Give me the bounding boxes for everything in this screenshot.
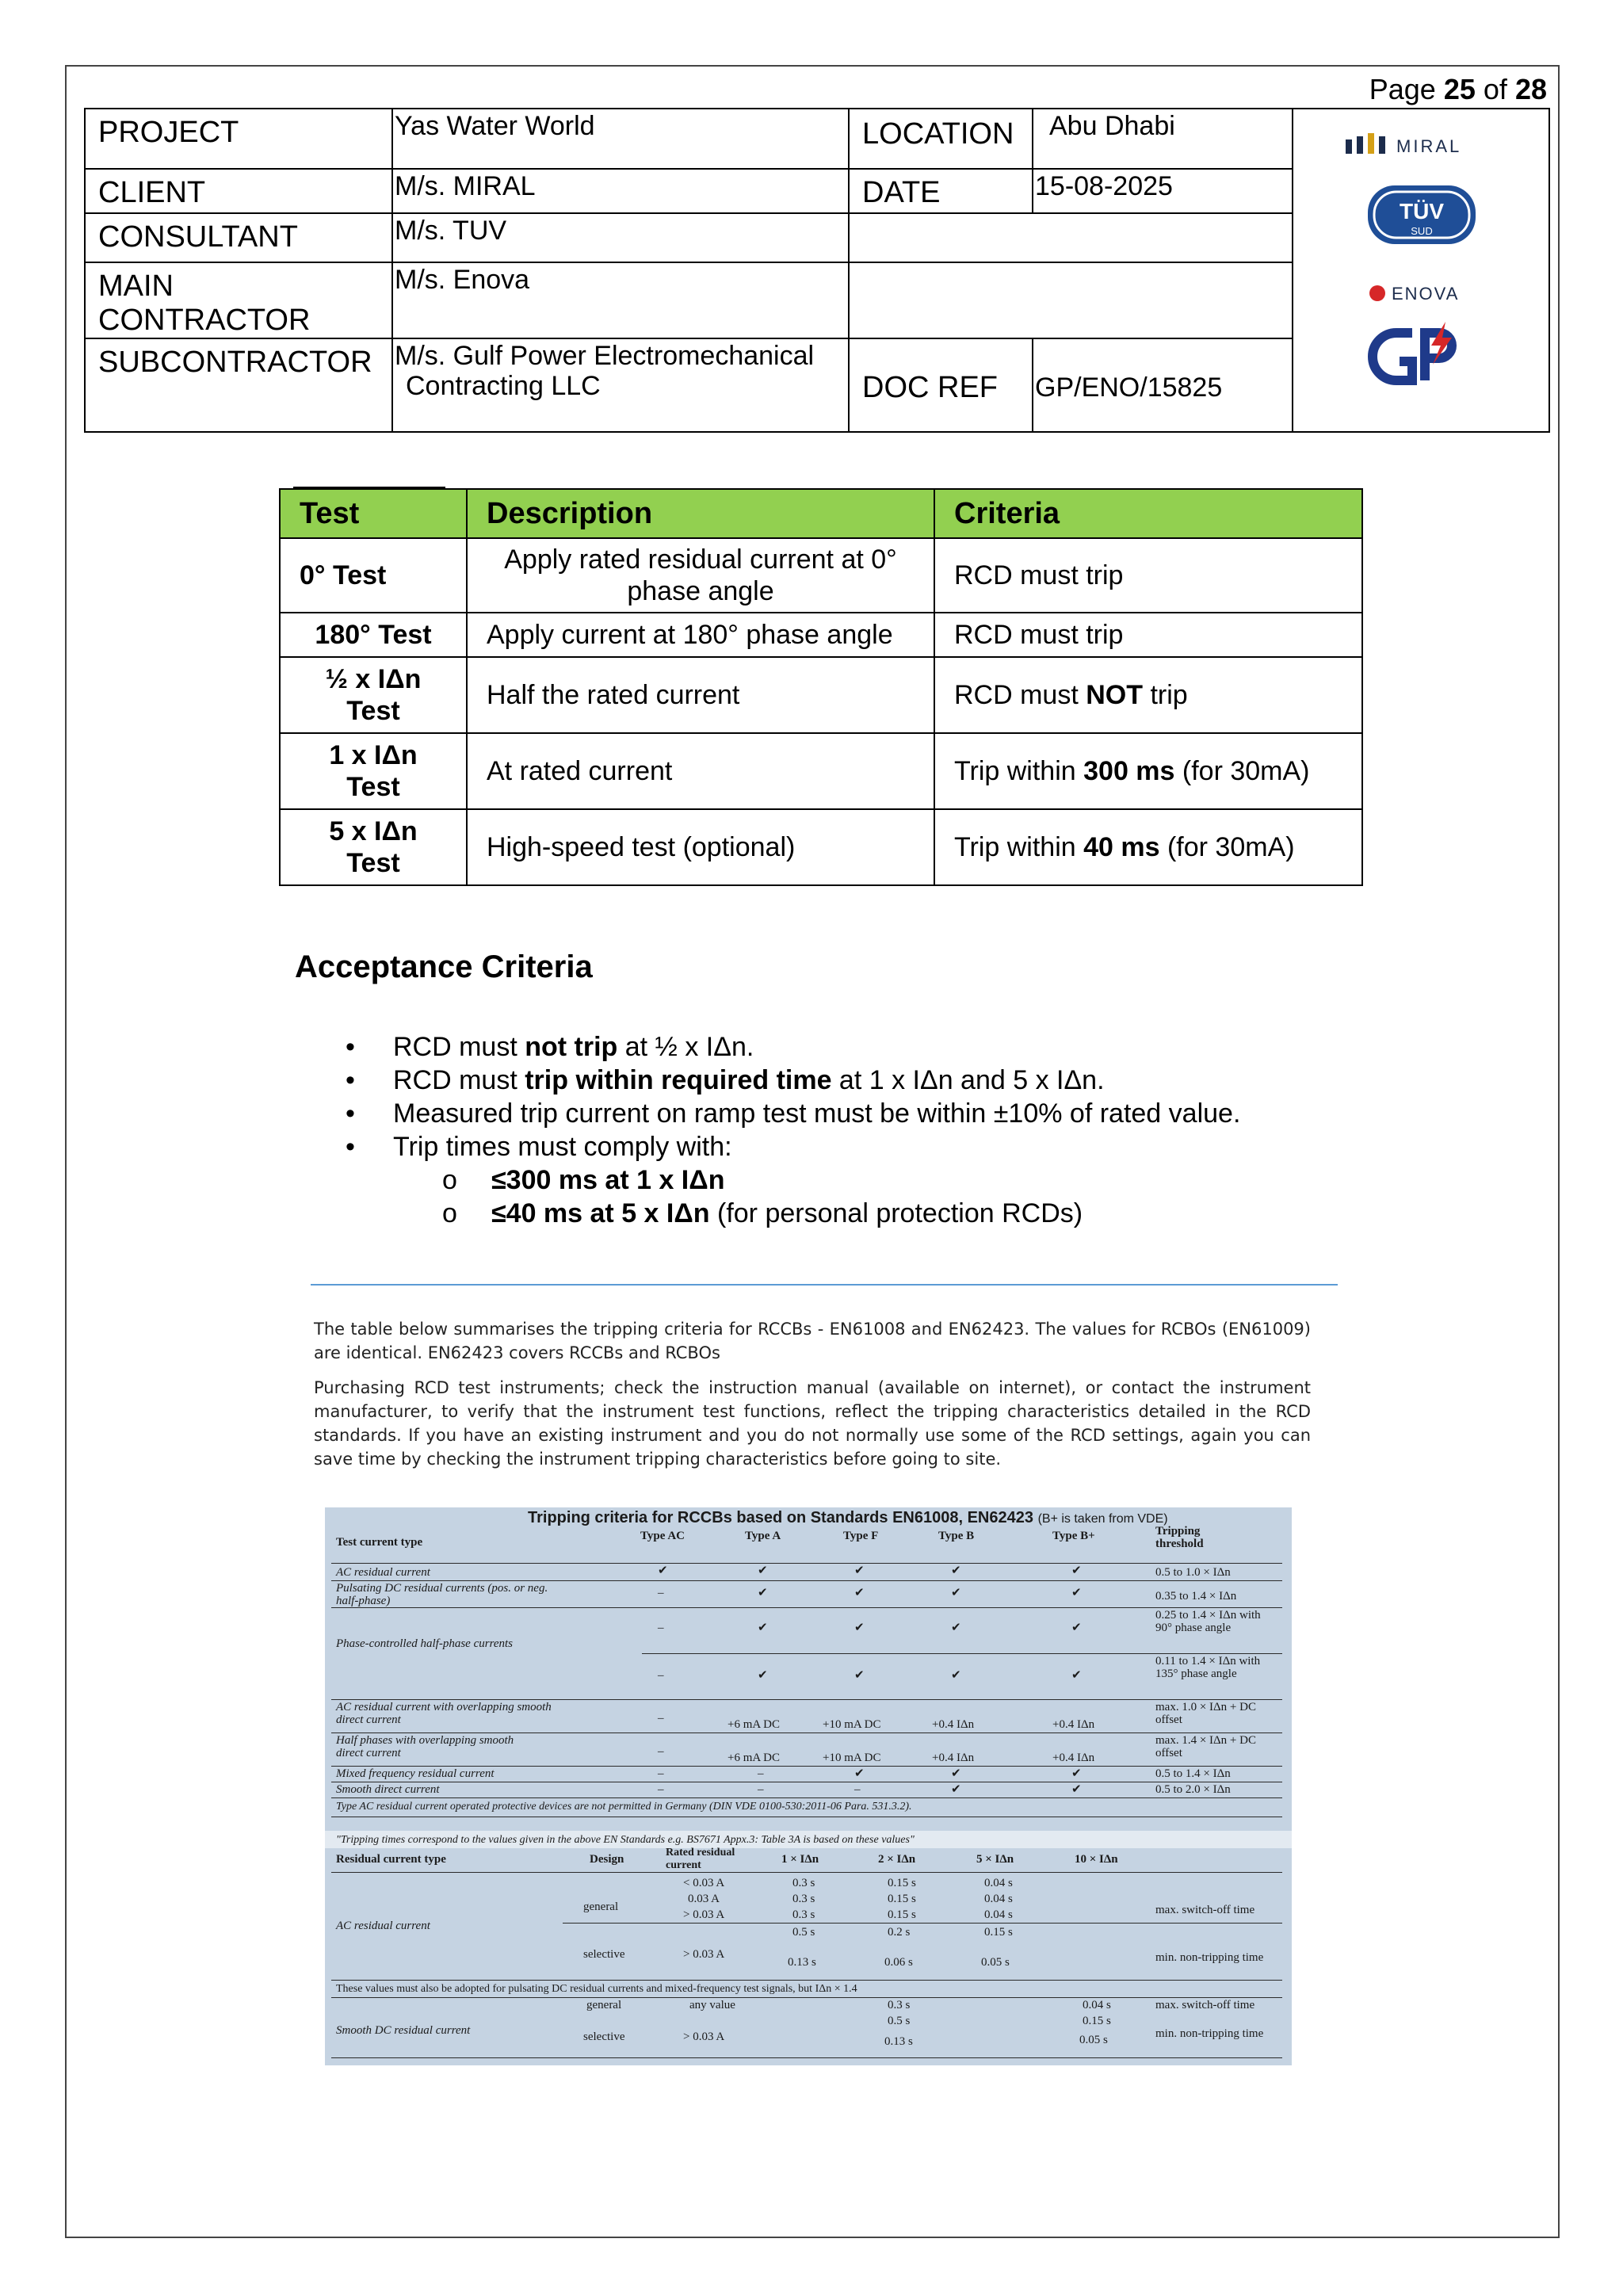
scan-mark: ✔ [658,1564,668,1577]
scan-threshold: 0.5 to 1.0 × IΔn [1155,1566,1231,1579]
scan-row-type: AC residual current [336,1920,430,1932]
test-description: Apply current at 180° phase angle [467,613,934,657]
test-name: 180° Test [280,613,467,657]
table-row [280,809,1362,885]
scan-row-type: Smooth DC residual current [336,2024,471,2037]
subcontractor-value: M/s. Gulf Power Electromechanical Contracting LLC [392,338,849,432]
scan-time: 0.15 s [888,1877,916,1889]
scan-rated: > 0.03 A [683,1948,725,1961]
scan-mark: +0.4 IΔn [932,1752,975,1764]
logo-cell [1293,109,1549,432]
scan-rule [331,1699,1282,1700]
scan-col: Rated residual current [666,1847,735,1871]
svg-text:SUD: SUD [1411,225,1433,237]
test-name: 1 x IΔn Test [280,733,467,809]
scan-mark: +0.4 IΔn [932,1718,975,1731]
scan-threshold: 0.5 to 2.0 × IΔn [1155,1783,1231,1796]
scan-mark: ✔ [854,1622,865,1634]
scan-threshold: max. 1.0 × IΔn + DC offset [1155,1701,1256,1726]
scan-rated: < 0.03 A [683,1877,725,1889]
scan-row-type: Mixed frequency residual current [336,1767,495,1780]
scan-mark: ✔ [854,1564,865,1577]
scan-time: 0.3 s [888,1999,911,2011]
page-number: Page 25 of 28 [1369,73,1547,105]
scan-remark: max. switch-off time [1155,1904,1255,1916]
scan-rated: > 0.03 A [683,2030,725,2043]
col-test: Test [280,489,467,538]
date-value: 15-08-2025 [1033,169,1293,213]
empty-cell [849,213,1293,262]
scan-time: 0.15 s [1083,2015,1111,2027]
list-item: • RCD must trip within required time at 1 x IΔn and 5 x IΔn. [346,1065,1105,1095]
scan-col: 5 × IΔn [976,1853,1014,1866]
location-label: LOCATION [849,109,1033,169]
scan-row-type: AC residual current [336,1566,430,1579]
scan-rule [331,2057,1282,2058]
scan-mark: ✔ [1071,1564,1082,1577]
scan-time: 0.06 s [884,1956,913,1969]
tripping-criteria-image [325,1507,1292,2065]
scan-mark: ✔ [854,1587,865,1599]
scan-time: 0.3 s [792,1877,815,1889]
scan-time: 0.5 s [792,1926,815,1939]
scan-time: 0.13 s [788,1956,816,1969]
scan-rule [331,1607,1282,1608]
scan-col: 10 × IΔn [1075,1853,1118,1866]
scan-mark: +0.4 IΔn [1052,1718,1095,1731]
test-description: Apply rated residual current at 0° phase angle [467,538,934,613]
client-label: CLIENT [85,169,392,213]
test-criteria: Trip within 300 ms (for 30mA) [934,733,1362,809]
scan-mark: ✔ [758,1622,768,1634]
scan-rated: > 0.03 A [683,1908,725,1921]
scan-mark: – [658,1712,664,1725]
excerpt-paragraph-1: The table below summarises the tripping criteria for RCCBs - EN61008 and EN62423. The values for RCBOs (EN61009) are identical. EN62423 covers RCCBs and RCBOs [314,1320,1311,1362]
scan-design: selective [583,1948,625,1961]
scan-mark: – [658,1783,664,1796]
scan-time: 0.04 s [1083,1999,1111,2011]
test-name: 0° Test [280,538,467,613]
scan-title: Tripping criteria for RCCBs based on Standards EN61008, EN62423 (B+ is taken from VDE) [528,1509,1168,1526]
scan-mark: – [758,1783,764,1796]
project-value: Yas Water World [392,109,849,169]
test-criteria: RCD must trip [934,538,1362,613]
scan-time: 0.15 s [984,1926,1013,1939]
scan-mark: ✔ [1071,1622,1082,1634]
tuv-logo [1368,185,1476,244]
client-value: M/s. MIRAL [392,169,849,213]
scan-remark: min. non-tripping time [1155,2027,1264,2040]
test-criteria: RCD must NOT trip [934,657,1362,733]
scan-note: These values must also be adopted for pulsating DC residual currents and mixed-frequency test signals, but IΔn × 1.4 [336,1983,857,1995]
scan-mark: ✔ [951,1587,961,1599]
main-contractor-label: MAIN CONTRACTOR [85,262,392,338]
scan-col: Residual current type [336,1853,446,1866]
scan-rule [331,1997,1282,1998]
scan-mark: – [658,1587,664,1599]
scan-mark: ✔ [951,1669,961,1682]
test-description: Half the rated current [467,657,934,733]
scan-col: Type B+ [1052,1530,1095,1542]
acceptance-title: Acceptance Criteria [295,949,593,984]
test-description: At rated current [467,733,934,809]
enova-logo [1369,284,1459,304]
scan-mark: ✔ [951,1767,961,1780]
scan-mark: ✔ [1071,1767,1082,1780]
col-criteria: Criteria [934,489,1362,538]
scan-mark: +0.4 IΔn [1052,1752,1095,1764]
docref-value: GP/ENO/15825 [1033,338,1293,432]
rcd-test-table [279,488,1363,886]
scan-mark: ✔ [951,1564,961,1577]
scan-time: 0.3 s [792,1908,815,1921]
test-description: High-speed test (optional) [467,809,934,885]
sub-list-item: o ≤40 ms at 5 x IΔn (for personal protection RCDs) [442,1198,1083,1228]
empty-cell [849,262,1293,338]
scan-mark: ✔ [951,1622,961,1634]
scan-mark: ✔ [758,1564,768,1577]
scan-row-type: Pulsating DC residual currents (pos. or neg. half-phase) [336,1582,548,1607]
scan-mark: – [658,1767,664,1780]
scan-threshold: 0.35 to 1.4 × IΔn [1155,1590,1237,1603]
scan-mark: ✔ [854,1767,865,1780]
scan-time: 0.05 s [1079,2034,1108,2046]
scan-time: 0.3 s [792,1893,815,1905]
docref-label: DOC REF [849,338,1033,432]
scan-mark: – [758,1767,764,1780]
scan-mark: ✔ [1071,1587,1082,1599]
scan-threshold: 0.11 to 1.4 × IΔn with 135° phase angle [1155,1655,1261,1680]
scan-time: 0.2 s [888,1926,911,1939]
subcontractor-label: SUBCONTRACTOR [85,338,392,432]
scan-mark: ✔ [758,1669,768,1682]
col-description: Description [467,489,934,538]
scan-rule [331,1980,1282,1981]
project-label: PROJECT [85,109,392,169]
test-criteria: RCD must trip [934,613,1362,657]
scan-mark: ✔ [1071,1669,1082,1682]
scan-remark: min. non-tripping time [1155,1951,1264,1964]
list-item: • Trip times must comply with: [346,1132,732,1162]
scan-mark: +10 mA DC [823,1718,881,1731]
table-row [280,733,1362,809]
scan-time: 0.15 s [888,1908,916,1921]
table-row [280,613,1362,657]
scan-time: 0.15 s [888,1893,916,1905]
scan-mark: – [658,1745,664,1758]
svg-text:MIRAL: MIRAL [1396,136,1462,156]
scan-rated: 0.03 A [688,1893,720,1905]
logos-svg [1293,109,1550,422]
scan-time: 0.5 s [888,2015,911,2027]
scan-col: Type B [938,1530,975,1542]
scan-rule [331,1580,1282,1581]
test-criteria: Trip within 40 ms (for 30mA) [934,809,1362,885]
scan-mark: +10 mA DC [823,1752,881,1764]
scan-rule [331,1766,1282,1767]
scan-row-type: Smooth direct current [336,1783,440,1796]
scan-rule [331,1563,1282,1564]
scan-time: 0.04 s [984,1877,1013,1889]
scan-design: general [586,1999,622,2011]
table-row [280,538,1362,613]
scan-mark: ✔ [758,1587,768,1599]
svg-text:ENOVA: ENOVA [1392,284,1460,304]
scan-threshold: 0.25 to 1.4 × IΔn with 90° phase angle [1155,1609,1261,1634]
scan-row-type: AC residual current with overlapping smooth direct current [336,1701,552,1726]
project-header-table [84,108,1550,433]
scan-row-type: Phase-controlled half-phase currents [336,1637,514,1650]
gp-logo [1373,322,1452,380]
scan-col: Type F [843,1530,879,1542]
scan-time: 0.05 s [981,1956,1010,1969]
consultant-value: M/s. TUV [392,213,849,262]
scan-mark: +6 mA DC [727,1752,780,1764]
list-item: • RCD must not trip at ½ x IΔn. [346,1032,754,1062]
scan-threshold: 0.5 to 1.4 × IΔn [1155,1767,1231,1780]
scan-col: 1 × IΔn [781,1853,819,1866]
consultant-label: CONSULTANT [85,213,392,262]
excerpt-rule [311,1284,1338,1286]
scan-mark: ✔ [854,1669,865,1682]
scan-mark: – [658,1669,664,1682]
scan-col: Type A [745,1530,781,1542]
scan-threshold: max. 1.4 × IΔn + DC offset [1155,1734,1256,1759]
svg-text:TÜV: TÜV [1400,199,1444,223]
scan-rated: any value [689,1999,735,2011]
scan-design: general [583,1901,619,1913]
scan-col: Type AC [640,1530,685,1542]
scan-note: "Tripping times correspond to the values given in the above EN Standards e.g. BS7671 Appx.3: Table 3A is based on these values" [336,1834,915,1846]
scan-time: 0.04 s [984,1893,1013,1905]
list-item: • Measured trip current on ramp test must be within ±10% of rated value. [346,1098,1241,1129]
test-name: ½ x IΔn Test [280,657,467,733]
sub-list-item: o ≤300 ms at 1 x IΔn [442,1165,725,1195]
excerpt-paragraph-2: Purchasing RCD test instruments; check the instruction manual (available on internet), or contact the instrument manufacturer, to verify that the instrument test functions, reflect the tripping characteristics detailed in the RCD standards. If you have an existing instrument and you do not normally use some of the RCD settings, again you can save time by checking the instrument tripping characteristics before going to site. [314,1378,1311,1469]
scan-rule [331,1797,1282,1798]
scan-rule [331,1872,1282,1873]
scan-mark: ✔ [1071,1783,1082,1796]
scan-col: Tripping threshold [1155,1525,1204,1550]
scan-col: Test current type [336,1536,423,1549]
test-name: 5 x IΔn Test [280,809,467,885]
date-label: DATE [849,169,1033,213]
scan-note: Type AC residual current operated protective devices are not permitted in Germany (DIN VDE 0100-530:2011-06 Para. 531.3.2). [336,1801,912,1813]
scan-time: 0.04 s [984,1908,1013,1921]
scan-remark: max. switch-off time [1155,1999,1255,2011]
scan-design: selective [583,2030,625,2043]
location-value: Abu Dhabi [1033,109,1293,169]
scan-rule [642,1653,1282,1654]
scan-col: 2 × IΔn [878,1853,916,1866]
scan-time: 0.13 s [884,2035,913,2048]
scan-mark: ✔ [951,1783,961,1796]
scan-col: Design [590,1853,624,1866]
table-row [280,657,1362,733]
scan-mark: – [658,1622,664,1634]
main-contractor-value: M/s. Enova [392,262,849,338]
scan-row-type: Half phases with overlapping smooth direct current [336,1734,514,1759]
scan-rule [563,1923,1282,1924]
scan-mark: +6 mA DC [727,1718,780,1731]
scan-mark: – [854,1783,861,1796]
miral-logo [1346,133,1461,156]
acceptance-list [346,1030,1240,1230]
